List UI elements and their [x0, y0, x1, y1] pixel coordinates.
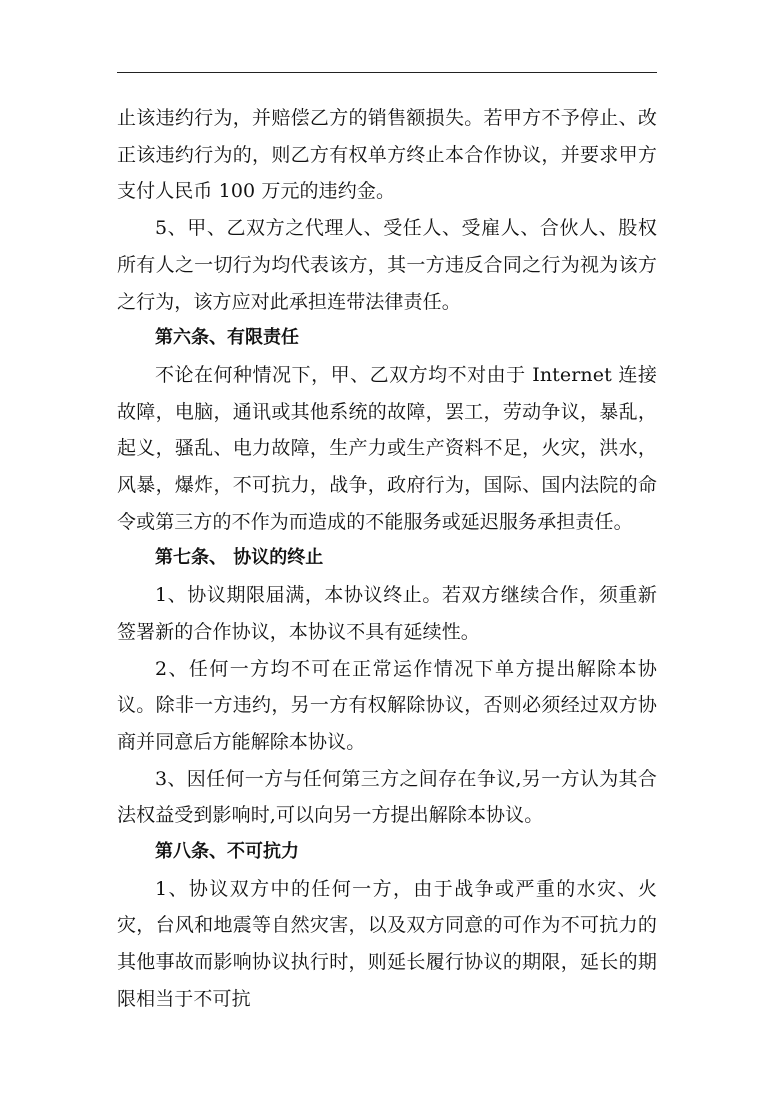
heading-article-8: 第八条、不可抗力 [155, 841, 299, 863]
header-rule [117, 72, 657, 73]
paragraph-termination-3: 3、因任何一方与任何第三方之间存在争议,另一方认为其合法权益受到影响时,可以向另一方提出解除本协议。 [117, 767, 657, 827]
paragraph-limited-liability: 不论在何种情况下，甲、乙双方均不对由于 Internet 连接故障，电脑，通讯或其他系统的故障，罢工，劳动争议，暴乱，起义，骚乱、电力故障，生产力或生产资料不足，火灾，洪水，风暴，爆炸，不可抗力，战争，政府行为，国际、国内法院的命令或第三方的不作为而造成的不能服务或延迟服务承担责任。 [117, 363, 657, 533]
heading-article-6: 第六条、有限责任 [155, 327, 299, 349]
paragraph-breach-continuation: 止该违约行为，并赔偿乙方的销售额损失。若甲方不予停止、改正该违约行为的，则乙方有权单方终止本合作协议，并要求甲方支付人民币 100 万元的违约金。 [117, 107, 657, 203]
heading-article-7: 第七条、 协议的终止 [155, 547, 324, 569]
document-body [117, 100, 657, 1018]
paragraph-termination-1: 1、协议期限届满，本协议终止。若双方继续合作，须重新签署新的合作协议，本协议不具有延续性。 [117, 584, 657, 643]
paragraph-clause-5-agents: 5、甲、乙双方之代理人、受任人、受雇人、合伙人、股权所有人之一切行为均代表该方，其一方违反合同之行为视为该方之行为，该方应对此承担连带法律责任。 [117, 217, 657, 313]
paragraph-termination-2: 2、任何一方均不可在正常运作情况下单方提出解除本协议。除非一方违约，另一方有权解除协议，否则必须经过双方协商并同意后方能解除本协议。 [117, 657, 657, 753]
paragraph-force-majeure-1: 1、协议双方中的任何一方，由于战争或严重的水灾、火灾，台风和地震等自然灾害，以及双方同意的可作为不可抗力的其他事故而影响协议执行时，则延长履行协议的期限，延长的期限相当于不可抗 [117, 877, 657, 1010]
